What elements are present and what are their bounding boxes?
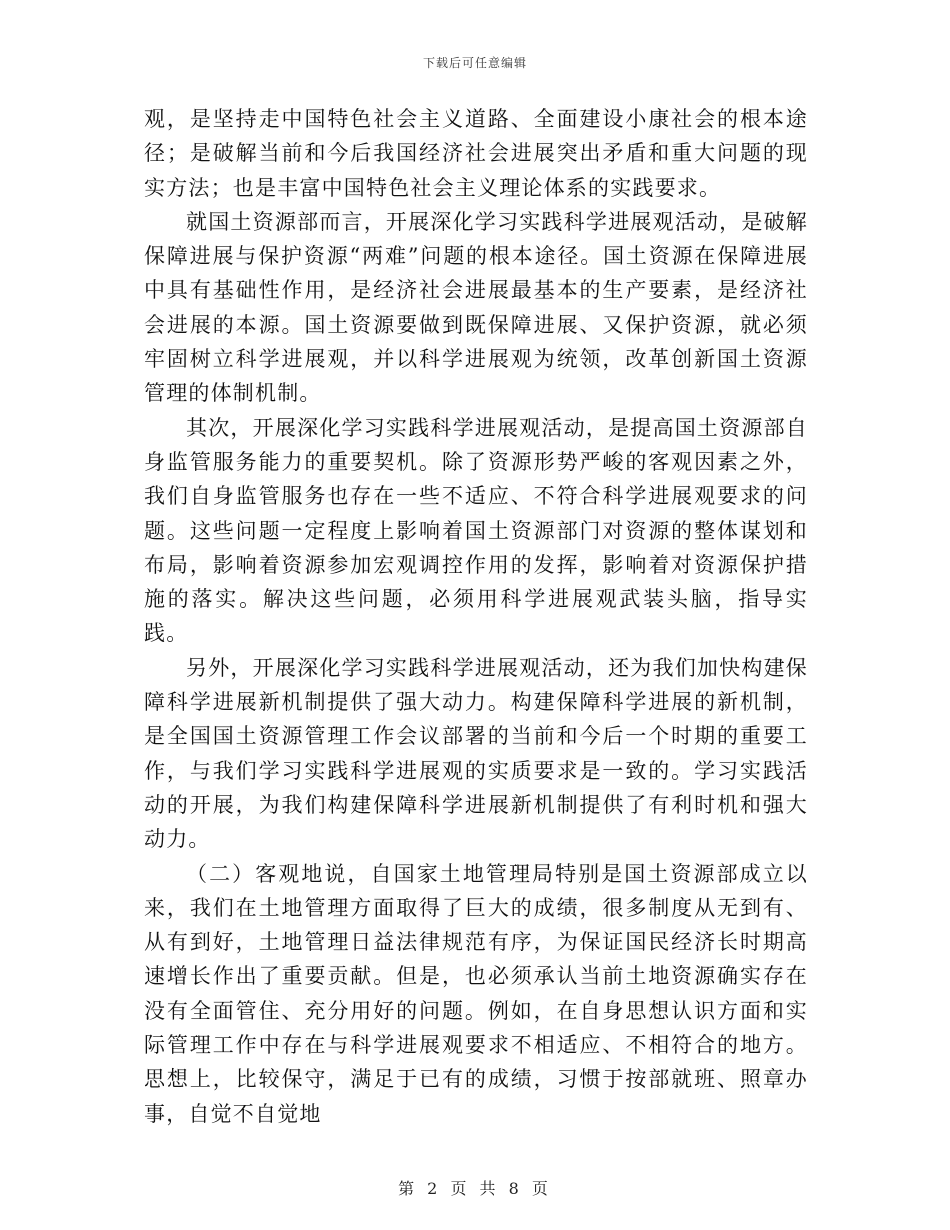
paragraph-4: 另外，开展深化学习实践科学进展观活动，还为我们加快构建保障科学进展新机制提供了强大动力。构建保障科学进展的新机制，是全国国土资源管理工作会议部署的当前和今后一个时期的重要工作，与我们学习实践科学进展观的实质要求是一致的。学习实践活动的开展，为我们构建保障科学进展新机制提供了有利时机和强大动力。 <box>144 655 808 852</box>
body-text <box>144 102 808 1131</box>
paragraph-3: 其次，开展深化学习实践科学进展观活动，是提高国土资源部自身监管服务能力的重要契机。除了资源形势严峻的客观因素之外，我们自身监管服务也存在一些不适应、不符合科学进展观要求的问题。这些问题一定程度上影响着国土资源部门对资源的整体谋划和布局，影响着资源参加宏观调控作用的发挥，影响着对资源保护措施的落实。解决这些问题，必须用科学进展观武装头脑，指导实践。 <box>144 415 808 646</box>
page-number-footer: 第 2 页 共 8 页 <box>398 1179 552 1198</box>
paragraph-5: （二）客观地说，自国家土地管理局特别是国土资源部成立以来，我们在土地管理方面取得了巨大的成绩，很多制度从无到有、从有到好，土地管理日益法律规范有序，为保证国民经济长时期高速增长作出了重要贡献。但是，也必须承认当前土地资源确实存在没有全面管住、充分用好的问题。例如，在自身思想认识方面和实际管理工作中存在与科学进展观要求不相适应、不相符合的地方。思想上，比较保守，满足于已有的成绩，习惯于按部就班、照章办事，自觉不自觉地 <box>144 861 808 1126</box>
paragraph-1: 观，是坚持走中国特色社会主义道路、全面建设小康社会的根本途径；是破解当前和今后我国经济社会进展突出矛盾和重大问题的现实方法；也是丰富中国特色社会主义理论体系的实践要求。 <box>144 107 808 200</box>
paragraph-2: 就国土资源部而言，开展深化学习实践科学进展观活动，是破解保障进展与保护资源“两难”问题的根本途径。国土资源在保障进展中具有基础性作用，是经济社会进展最基本的生产要素，是经济社会进展的本源。国土资源要做到既保障进展、又保护资源，就必须牢固树立科学进展观，并以科学进展观为统领，改革创新国土资源管理的体制机制。 <box>144 209 808 406</box>
header-note: 下载后可任意编辑 <box>422 56 527 70</box>
